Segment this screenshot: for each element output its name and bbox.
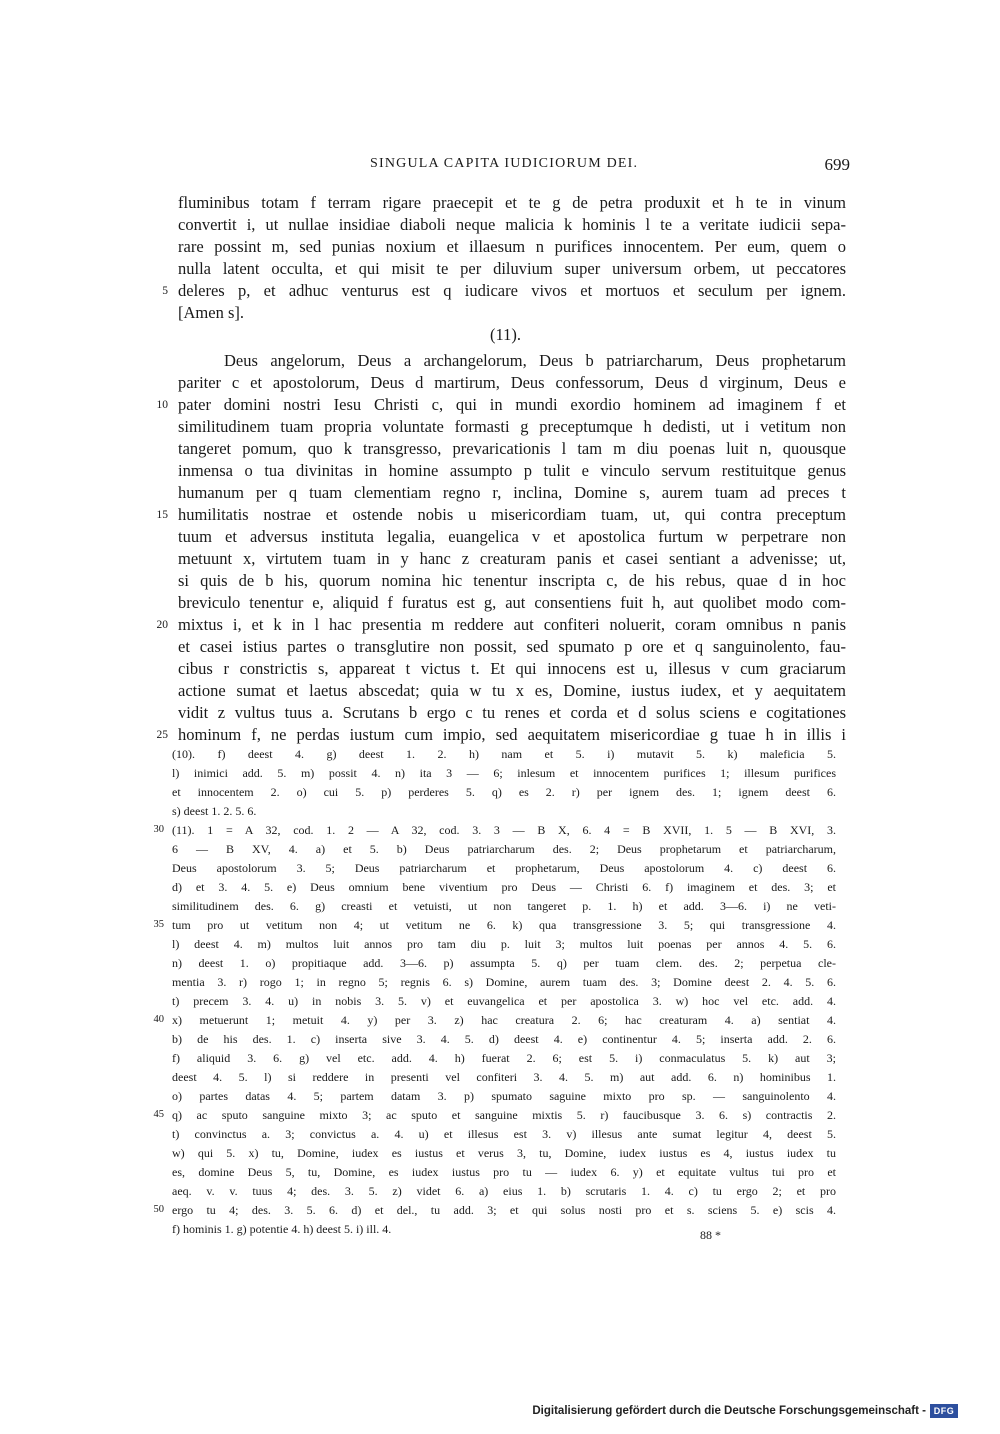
credit-text: Digitalisierung gefördert durch die Deutsche Forschungsgemeinschaft -: [532, 1405, 926, 1417]
dfg-logo-icon: DFG: [930, 1404, 958, 1418]
footnote-line: f) hominis 1. g) potentie 4. h) deest 5. i) ill. 4.: [172, 1222, 392, 1236]
body-line: pariter c et apostolorum, Deus d martirum, Deus confessorum, Deus d virginum, Deus e: [178, 373, 846, 392]
body-line: si quis de b his, quorum nomina hic tenentur inscripta c, de his rebus, quae d in hoc: [178, 571, 846, 590]
body-line: deleres p, et adhuc venturus est q iudicare vivos et mortuos et seculum per ignem.: [178, 281, 846, 300]
line-number: 10: [156, 399, 168, 411]
body-line: tangeret pomum, quo k transgresso, prevaricationis l tam m diu poenas luit n, quousque: [178, 439, 846, 458]
footnote-line: es, domine Deus 5, tu, Domine, es iudex iustus pro tu — iudex 6. y) et equitate vultus tui pro et: [172, 1165, 836, 1179]
body-line: et casei istius partes o transglutire non possit, sed spumato p ore et q sanguinolento, fau-: [178, 637, 846, 656]
page-header: [370, 156, 850, 180]
footnote-line: et innocentem 2. o) cui 5. p) perderes 5. q) es 2. r) per ignem des. 1; ignem deest 6.: [172, 785, 836, 799]
footnote-line: b) de his des. 1. c) inserta sive 3. 4. 5. d) deest 4. e) continentur 4. 5; inserta add. 2. 6.: [172, 1032, 836, 1046]
body-line: tuum et adversus instituta legalia, euangelica v et apostolica furtum w perpetrare non: [178, 527, 846, 546]
footnote-line: l) inimici add. 5. m) possit 4. n) ita 3 — 6; inlesum et innocentem purifices 1; illesum purifices: [172, 766, 836, 780]
footnote-line: (11). 1 = A 32, cod. 1. 2 — A 32, cod. 3. 3 — B X, 6. 4 = B XVII, 1. 5 — B XVI, 3.: [172, 823, 836, 837]
footnote-line: s) deest 1. 2. 5. 6.: [172, 804, 257, 818]
body-line: vidit z vultus tuus a. Scrutans b ergo c tu renes et corda et d solus sciens e cogitationes: [178, 703, 846, 722]
footnote-line: o) partes datas 4. 5; partem datam 3. p) spumato saguine mixto pro sp. — sanguinolento 4.: [172, 1089, 836, 1103]
footnote-line: aeq. v. v. tuus 4; des. 3. 5. z) videt 6. a) eius 1. b) scrutaris 1. 4. c) tu ergo 2; et pro: [172, 1184, 836, 1198]
body-line: cibus r constrictis s, appareat t victus t. Et qui innocens est u, illesus v cum graciarum: [178, 659, 846, 678]
body-line: mixtus i, et k in l hac presentia m reddere aut confiteri noluerit, coram omnibus n panis: [178, 615, 846, 634]
line-number: 20: [156, 619, 168, 631]
footnote-line: q) ac sputo sanguine mixto 3; ac sputo et sanguine mixtis 5. r) faucibusque 3. 6. s) contractis 2.: [172, 1108, 836, 1122]
footnote-line: mentia 3. r) rogo 1; in regno 5; regnis 6. s) Domine, aurem tuam des. 3; Domine deest 2. 4. 5. 6.: [172, 975, 836, 989]
footnote-line: 6 — B XV, 4. a) et 5. b) Deus patriarcharum des. 2; Deus prophetarum et patriarcharum,: [172, 842, 836, 856]
body-line: humanum per q tuam clementiam regno r, inclina, Domine s, aurem tuam ad preces t: [178, 483, 846, 502]
body-line: fluminibus totam f terram rigare praecepit et te g de petra produxit et h te in vinum: [178, 193, 846, 212]
body-line: convertit i, ut nullae insidiae diaboli neque malicia k hominis l te a veritate iudicii sepa-: [178, 215, 846, 234]
digitization-credit: [532, 1402, 958, 1420]
body-line: actione sumat et laetus abscedat; quia w tu x es, Domine, iustus iudex, et y aequitatem: [178, 681, 846, 700]
footnote-line: w) qui 5. x) tu, Domine, iudex es iustus et verus 3, tu, Domine, iudex iustus es 4, iustus iudex tu: [172, 1146, 836, 1160]
line-number: 50: [153, 1204, 164, 1215]
footnote-line: d) et 3. 4. 5. e) Deus omnium bene viventium pro Deus — Christi 6. f) imaginem et des. 3; et: [172, 880, 836, 894]
body-line: breviculo tenentur e, aliquid f furatus est g, aut consentiens fuit h, aut quolibet modo com-: [178, 593, 846, 612]
footnote-line: deest 4. 5. l) si reddere in presenti vel confiteri 3. 4. 5. m) aut add. 6. n) hominibus 1.: [172, 1070, 836, 1084]
running-title: SINGULA CAPITA IUDICIORUM DEI.: [370, 156, 639, 171]
footnote-line: similitudinem des. 6. g) creasti et vetuisti, ut non tangeret p. 1. h) et add. 3—6. i) ne veti-: [172, 899, 836, 913]
footnote-line: (10). f) deest 4. g) deest 1. 2. h) nam et 5. i) mutavit 5. k) maleficia 5.: [172, 747, 836, 761]
line-number: 5: [162, 285, 168, 297]
footnote-line: f) aliquid 3. 6. g) vel etc. add. 4. h) fuerat 2. 6; est 5. i) conmaculatus 5. k) aut 3;: [172, 1051, 836, 1065]
body-line: rare possint m, sed punias noxium et illaesum n purifices innocentem. Per eum, quem o: [178, 237, 846, 256]
body-line: similitudinem tuam propria voluntate formasti g preceptumque h dedisti, ut i vetitum non: [178, 417, 846, 436]
line-number: 40: [153, 1014, 164, 1025]
page-number: 699: [824, 155, 850, 174]
signature-mark: 88 *: [700, 1228, 721, 1242]
body-line: metuunt x, virtutem tuam in y hanc z creaturam panis et casei sentiant a advenisse; ut,: [178, 549, 846, 568]
body-line: Deus angelorum, Deus a archangelorum, Deus b patriarcharum, Deus prophetarum: [224, 351, 846, 370]
footnote-line: x) metuerunt 1; metuit 4. y) per 3. z) hac creatura 2. 6; hac creaturam 4. a) sentiat 4.: [172, 1013, 836, 1027]
section-number: (11).: [490, 325, 522, 344]
line-number: 45: [153, 1109, 164, 1120]
footnote-line: t) convinctus a. 3; convictus a. 4. u) et illesus est 3. v) illesus ante sumat legitur 4, deest 5.: [172, 1127, 836, 1141]
line-number: 30: [153, 824, 164, 835]
body-line: [Amen s].: [178, 303, 244, 322]
body-line: humilitatis nostrae et ostende nobis u misericordiam tuam, ut, qui contra preceptum: [178, 505, 846, 524]
footnote-line: tum pro ut vetitum non 4; ut vetitum ne 6. k) qua transgressione 3. 5; qui transgressione 4.: [172, 918, 836, 932]
footnote-line: n) deest 1. o) propitiaque add. 3—6. p) assumpta 5. q) per tuam clem. des. 2; perpetua cle-: [172, 956, 836, 970]
body-line: hominum f, ne perdas iustum cum impio, sed aequitatem misericordiae g tuae h in illis i: [178, 725, 846, 744]
line-number: 25: [156, 729, 168, 741]
footnote-line: l) deest 4. m) multos luit annos pro tam diu p. luit 3; multos luit poenas per annos 4. 5. 6.: [172, 937, 836, 951]
body-line: inmensa o tua divinitas in homine assumpto p tulit e vinculo servum restituitque genus: [178, 461, 846, 480]
body-line: pater domini nostri Iesu Christi c, qui in mundi exordio hominem ad imaginem f et: [178, 395, 846, 414]
footnote-line: t) precem 3. 4. u) in nobis 3. 5. v) et euvangelica et per apostolica 3. w) hoc vel etc. add. 4.: [172, 994, 836, 1008]
footnote-line: Deus apostolorum 3. 5; Deus patriarcharum et prophetarum, Deus apostolorum 4. c) deest 6.: [172, 861, 836, 875]
line-number: 15: [156, 509, 168, 521]
body-line: nulla latent occulta, et qui misit te per diluvium super universum orbem, ut peccatores: [178, 259, 846, 278]
line-number: 35: [153, 919, 164, 930]
footnote-line: ergo tu 4; des. 3. 5. 6. d) et del., tu add. 3; et qui solus nosti pro et s. sciens 5. e) scis 4.: [172, 1203, 836, 1217]
